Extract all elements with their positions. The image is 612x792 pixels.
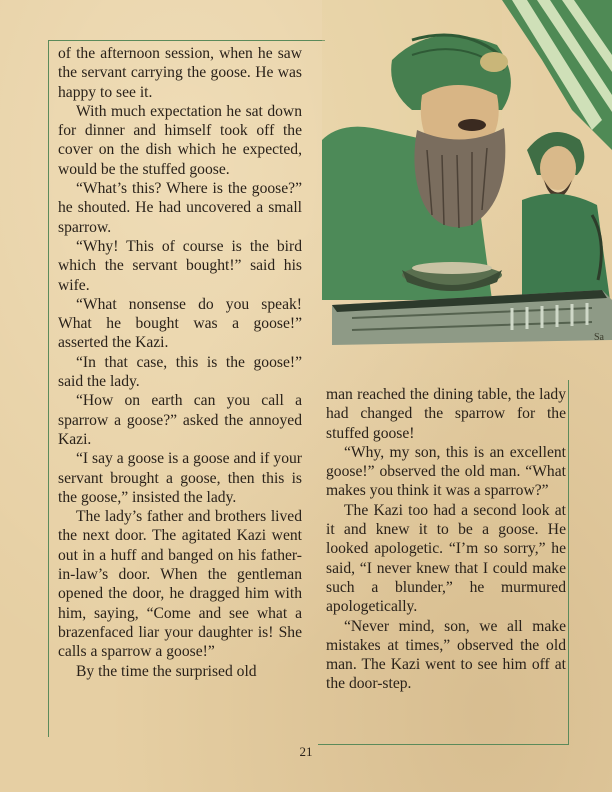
illustration-kazi-at-table <box>322 0 612 360</box>
paragraph: “I say a goose is a goose and if your servant brought a goose, then this is the goose,” insisted the lady. <box>58 450 302 506</box>
paragraph: “Never mind, son, we all make mistakes at times,” observed the old man. The Kazi went to see him off at the door-step. <box>326 617 566 693</box>
paragraph: “Why! This of course is the bird which the servant bought!” said his wife. <box>58 237 302 294</box>
paragraph: “In that case, this is the goose!” said the lady. <box>58 353 302 391</box>
paragraph: “How on earth can you call a sparrow a goose?” asked the annoyed Kazi. <box>58 392 302 448</box>
paragraph: The Kazi too had a second look at it and knew it to be a goose. He looked apologetic. “I’m so sorry,” he said, “I never knew that I could make such a blunder,” he murmured apologetically. <box>326 501 566 616</box>
curtain <box>502 0 612 150</box>
paragraph: man reached the dining table, the lady had changed the sparrow for the stuffed goose! <box>326 386 566 442</box>
paragraph: With much expectation he sat down for dinner and himself took off the cover on the dish which he expected, would be the stuffed goose. <box>58 102 302 178</box>
paragraph: “What’s this? Where is the goose?” he shouted. He had uncovered a small sparrow. <box>58 180 302 236</box>
paragraph: The lady’s father and brothers lived the next door. The agitated Kazi went out in a huff and banged on his father-in-law’s door. When the gentleman opened the door, he dragged him with him, saying, “Come and see what a brazenfaced liar your daughter is! She calls a sparrow a goose!” <box>58 508 302 661</box>
paragraph: of the afternoon session, when he saw the servant carrying the goose. He was happy to see it. <box>58 45 302 101</box>
paragraph: By the time the surprised old <box>76 662 257 680</box>
paragraph: “Why, my son, this is an excellent goose!” observed the old man. “What makes you think it was a sparrow?” <box>326 443 566 500</box>
servant-figure <box>522 132 610 300</box>
left-text-column <box>58 44 302 681</box>
page-number: 21 <box>299 744 313 759</box>
right-text-column <box>326 385 566 694</box>
paragraph: “What nonsense do you speak! What he bought was a goose!” asserted the Kazi. <box>58 295 302 352</box>
illustration-signature: Sa <box>594 332 604 343</box>
